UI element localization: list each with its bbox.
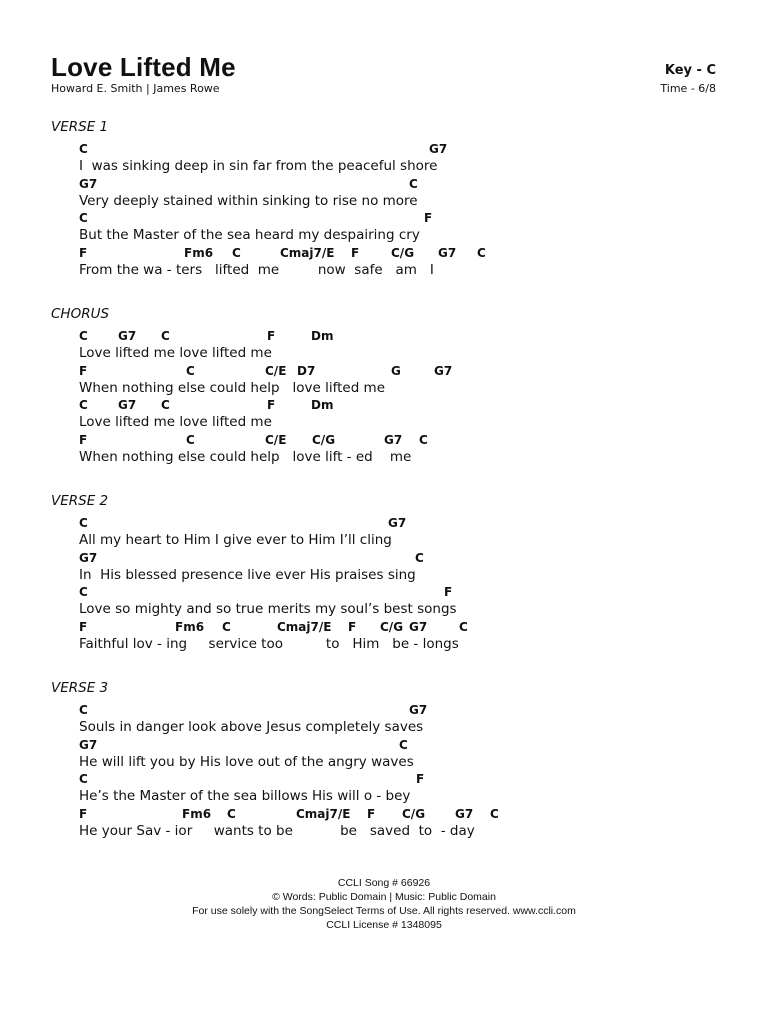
chord: C xyxy=(399,737,408,752)
chord: C/G xyxy=(391,245,415,260)
song-authors: Howard E. Smith | James Rowe xyxy=(51,82,220,95)
chord: G7 xyxy=(409,703,428,717)
lyric-line: Love so mighty and so true merits my soul’s best songs xyxy=(79,601,457,617)
chord-row xyxy=(51,619,731,636)
song-line xyxy=(51,771,731,806)
lyric-line: When nothing else could help love lift - ed me xyxy=(79,448,412,465)
section-chorus xyxy=(51,305,731,466)
chord: F xyxy=(79,806,88,821)
chord-row xyxy=(51,363,731,380)
chord: F xyxy=(348,619,357,634)
song-line xyxy=(51,210,731,245)
chord-row xyxy=(51,584,731,601)
chord: C/G xyxy=(380,619,404,634)
song-line xyxy=(51,397,731,432)
chord-row xyxy=(51,702,731,719)
chord: C xyxy=(79,329,88,343)
chord: C xyxy=(419,432,428,447)
chord: G7 xyxy=(79,737,98,752)
chord: Dm xyxy=(311,398,334,412)
chord-row xyxy=(51,515,731,532)
chord: G7 xyxy=(384,432,403,447)
chord: C xyxy=(409,176,418,191)
chord: Fm6 xyxy=(184,245,214,260)
song-line xyxy=(51,737,731,772)
chord: D7 xyxy=(297,363,316,378)
chord: F xyxy=(267,329,276,343)
section-verse-2 xyxy=(51,492,731,653)
chord: G7 xyxy=(438,245,457,260)
lyric-line: He your Sav - ior wants to be be saved to - day xyxy=(79,822,475,839)
lyric-line: From the wa - ters lifted me now safe am I xyxy=(79,261,434,278)
chord: C xyxy=(161,398,170,412)
chord: G7 xyxy=(409,619,428,634)
section-label: CHORUS xyxy=(51,306,110,322)
chord: G7 xyxy=(118,329,137,343)
chord: C xyxy=(490,806,499,821)
chord: C/G xyxy=(402,806,426,821)
chord: F xyxy=(424,211,433,225)
song-line xyxy=(51,141,731,176)
lyric-line: Love lifted me love lifted me xyxy=(79,345,272,361)
chord: C xyxy=(186,432,195,447)
lyric-line: But the Master of the sea heard my despairing cry xyxy=(79,227,420,243)
lyric-line: Faithful lov - ing service too to Him be - longs xyxy=(79,635,459,652)
chord: C xyxy=(227,806,236,821)
song-line xyxy=(51,176,731,211)
chord: C/E xyxy=(265,363,287,378)
lyric-line: I was sinking deep in sin far from the peaceful shore xyxy=(79,158,438,174)
chord: C xyxy=(459,619,468,634)
chord-row xyxy=(51,176,731,193)
chord: G7 xyxy=(118,398,137,412)
chord: Fm6 xyxy=(182,806,212,821)
lyric-line: Souls in danger look above Jesus completely saves xyxy=(79,719,424,735)
lyric-line: All my heart to Him I give ever to Him I’ll cling xyxy=(79,532,392,548)
chord: F xyxy=(351,245,360,260)
chord: Cmaj7/E xyxy=(277,619,332,634)
chord: F xyxy=(79,363,88,378)
chord: C xyxy=(232,245,241,260)
chord-row xyxy=(51,328,731,345)
chord: G7 xyxy=(388,516,407,530)
chord: C/E xyxy=(265,432,287,447)
song-line xyxy=(51,550,731,585)
section-verse-3 xyxy=(51,679,731,840)
chord: F xyxy=(444,585,453,599)
chord: C xyxy=(161,329,170,343)
lyric-line: Love lifted me love lifted me xyxy=(79,414,272,430)
lyric-line: Very deeply stained within sinking to rise no more xyxy=(79,192,418,209)
song-title: Love Lifted Me xyxy=(51,52,236,82)
chord: C/G xyxy=(312,432,336,447)
chord: G7 xyxy=(429,142,448,156)
chord: C xyxy=(79,516,88,530)
chord: Dm xyxy=(311,329,334,343)
chord-row xyxy=(51,245,731,262)
chord: G7 xyxy=(79,550,98,565)
song-body xyxy=(51,118,731,866)
lyric-line: In His blessed presence live ever His praises sing xyxy=(79,566,416,583)
chord-row xyxy=(51,141,731,158)
copyright-footer xyxy=(0,876,768,932)
section-label: VERSE 3 xyxy=(51,680,109,696)
song-line xyxy=(51,515,731,550)
chord: C xyxy=(415,550,424,565)
chord: Fm6 xyxy=(175,619,205,634)
chord: G7 xyxy=(79,176,98,191)
chord: F xyxy=(267,398,276,412)
chord: C xyxy=(477,245,486,260)
song-key: Key - C xyxy=(664,63,716,78)
chord: F xyxy=(79,619,88,634)
chord: G7 xyxy=(455,806,474,821)
song-line xyxy=(51,328,731,363)
time-signature: Time - 6/8 xyxy=(660,82,716,95)
chord: C xyxy=(79,211,88,225)
song-line xyxy=(51,702,731,737)
chord: G7 xyxy=(434,363,453,378)
chord: F xyxy=(416,772,425,786)
chord-row xyxy=(51,397,731,414)
song-line xyxy=(51,584,731,619)
chord-row xyxy=(51,432,731,449)
chord: F xyxy=(79,432,88,447)
chord: C xyxy=(222,619,231,634)
chord-row xyxy=(51,210,731,227)
lyric-line: He’s the Master of the sea billows His will o - bey xyxy=(79,788,411,804)
ccli-song-number: CCLI Song # 66926 xyxy=(337,877,431,889)
chord: Cmaj7/E xyxy=(296,806,351,821)
chord: F xyxy=(79,245,88,260)
chord: C xyxy=(79,585,88,599)
song-line xyxy=(51,619,731,654)
section-label: VERSE 1 xyxy=(51,119,109,135)
chord: C xyxy=(79,703,88,717)
chord-row xyxy=(51,806,731,823)
song-line xyxy=(51,245,731,280)
chord-row xyxy=(51,550,731,567)
chord: C xyxy=(186,363,195,378)
song-line xyxy=(51,432,731,467)
song-header xyxy=(51,52,716,102)
song-line xyxy=(51,806,731,841)
lyric-line: He will lift you by His love out of the angry waves xyxy=(79,753,414,770)
chord: G xyxy=(391,363,401,378)
chord-row xyxy=(51,737,731,754)
credits-line: © Words: Public Domain | Music: Public Domain xyxy=(272,891,496,903)
section-verse-1 xyxy=(51,118,731,279)
terms-line: For use solely with the SongSelect Terms of Use. All rights reserved. www.ccli.com xyxy=(192,905,576,917)
chord: F xyxy=(367,806,376,821)
chord: C xyxy=(79,398,88,412)
lyric-line: When nothing else could help love lifted me xyxy=(79,379,386,396)
song-line xyxy=(51,363,731,398)
chord: C xyxy=(79,772,88,786)
chord-row xyxy=(51,771,731,788)
section-label: VERSE 2 xyxy=(51,493,109,509)
chord: Cmaj7/E xyxy=(280,245,335,260)
chord: C xyxy=(79,142,88,156)
ccli-license-number: CCLI License # 1348095 xyxy=(326,919,442,931)
